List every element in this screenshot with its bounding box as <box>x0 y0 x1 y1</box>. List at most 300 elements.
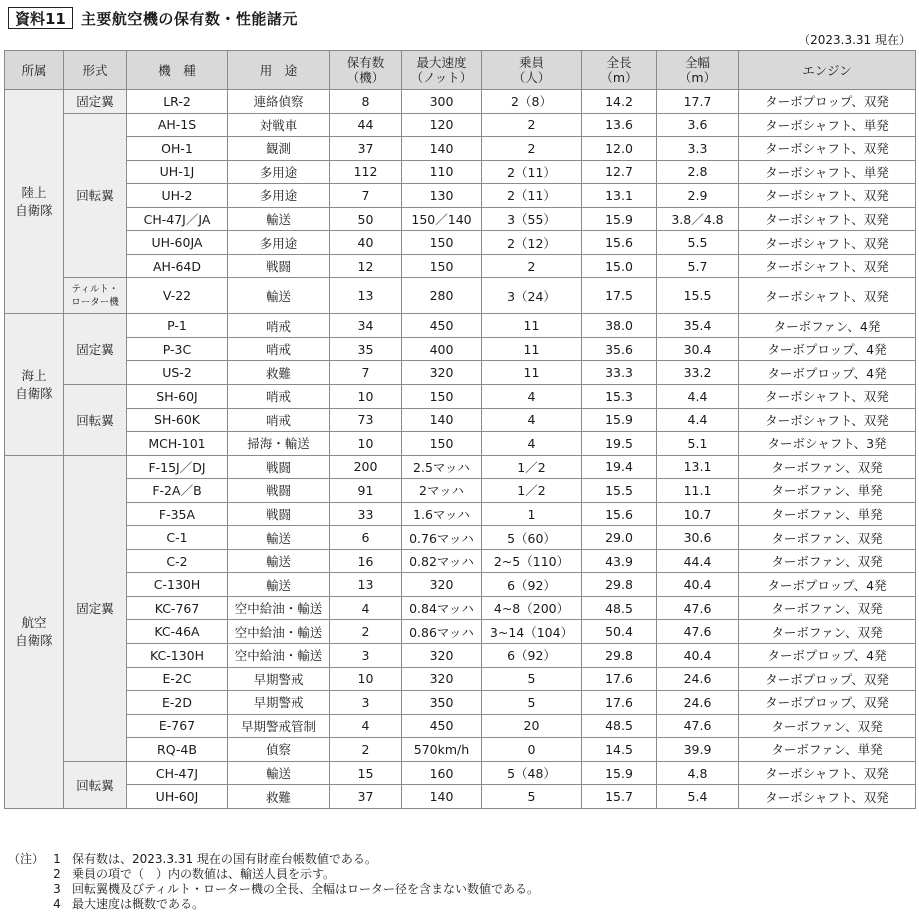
cell-length: 19.5 <box>582 432 657 456</box>
cell-length: 15.3 <box>582 385 657 409</box>
cell-speed: 2.5マッハ <box>402 455 482 479</box>
cell-length: 14.2 <box>582 90 657 114</box>
cell-length: 17.5 <box>582 278 657 314</box>
cell-crew: 11 <box>482 314 582 338</box>
footnote-text: 最大速度は概数である。 <box>72 897 205 911</box>
cell-count: 3 <box>330 644 402 668</box>
cell-force: 航空 自衛隊 <box>5 455 64 808</box>
cell-width: 5.7 <box>657 254 739 278</box>
cell-crew: 1／2 <box>482 455 582 479</box>
cell-engine: ターボファン、双発 <box>739 714 916 738</box>
cell-type: 回転翼 <box>64 385 127 456</box>
cell-length: 15.9 <box>582 408 657 432</box>
cell-count: 73 <box>330 408 402 432</box>
cell-use: 連絡偵察 <box>228 90 330 114</box>
cell-engine: ターボシャフト、双発 <box>739 408 916 432</box>
cell-width: 30.6 <box>657 526 739 550</box>
document-header <box>8 6 298 30</box>
cell-length: 50.4 <box>582 620 657 644</box>
cell-length: 48.5 <box>582 596 657 620</box>
cell-use: 輸送 <box>228 573 330 597</box>
cell-type: 固定翼 <box>64 455 127 761</box>
cell-speed: 130 <box>402 184 482 208</box>
cell-width: 44.4 <box>657 549 739 573</box>
cell-count: 13 <box>330 573 402 597</box>
cell-model: US-2 <box>127 361 228 385</box>
table-row <box>5 738 916 762</box>
table-row <box>5 408 916 432</box>
cell-engine: ターボシャフト、双発 <box>739 385 916 409</box>
cell-length: 29.8 <box>582 644 657 668</box>
cell-model: UH-1J <box>127 160 228 184</box>
cell-crew: 5 <box>482 785 582 809</box>
table-body <box>5 90 916 809</box>
table-row <box>5 361 916 385</box>
table-row <box>5 667 916 691</box>
cell-width: 3.8／4.8 <box>657 207 739 231</box>
cell-count: 37 <box>330 785 402 809</box>
cell-type: 固定翼 <box>64 90 127 114</box>
cell-width: 30.4 <box>657 337 739 361</box>
cell-speed: 320 <box>402 573 482 597</box>
cell-model: AH-64D <box>127 254 228 278</box>
cell-crew: 5 <box>482 691 582 715</box>
cell-model: F-35A <box>127 502 228 526</box>
cell-crew: 0 <box>482 738 582 762</box>
footnote-prefix: （注） <box>8 852 45 866</box>
cell-use: 多用途 <box>228 160 330 184</box>
cell-speed: 150 <box>402 254 482 278</box>
cell-speed: 0.82マッハ <box>402 549 482 573</box>
cell-crew: 3（55） <box>482 207 582 231</box>
col-header-count: 保有数 （機） <box>330 51 402 90</box>
cell-speed: 150 <box>402 231 482 255</box>
cell-width: 40.4 <box>657 644 739 668</box>
cell-speed: 0.86マッハ <box>402 620 482 644</box>
cell-engine: ターボファン、単発 <box>739 479 916 503</box>
cell-speed: 150 <box>402 385 482 409</box>
cell-speed: 160 <box>402 761 482 785</box>
cell-width: 15.5 <box>657 278 739 314</box>
cell-length: 15.0 <box>582 254 657 278</box>
cell-model: F-2A／B <box>127 479 228 503</box>
cell-speed: 320 <box>402 361 482 385</box>
cell-crew: 2（8） <box>482 90 582 114</box>
table-row <box>5 549 916 573</box>
cell-length: 15.6 <box>582 231 657 255</box>
cell-use: 早期警戒 <box>228 691 330 715</box>
cell-speed: 150 <box>402 432 482 456</box>
cell-length: 12.0 <box>582 137 657 161</box>
cell-count: 112 <box>330 160 402 184</box>
cell-crew: 20 <box>482 714 582 738</box>
cell-crew: 11 <box>482 361 582 385</box>
cell-speed: 280 <box>402 278 482 314</box>
cell-model: RQ-4B <box>127 738 228 762</box>
table-row <box>5 254 916 278</box>
cell-crew: 2~5（110） <box>482 549 582 573</box>
col-header-force: 所属 <box>5 51 64 90</box>
cell-width: 24.6 <box>657 691 739 715</box>
cell-use: 早期警戒管制 <box>228 714 330 738</box>
cell-use: 戦闘 <box>228 479 330 503</box>
cell-use: 哨戒 <box>228 337 330 361</box>
cell-use: 哨戒 <box>228 408 330 432</box>
cell-length: 14.5 <box>582 738 657 762</box>
footnote-number: 3 <box>53 882 61 896</box>
cell-count: 6 <box>330 526 402 550</box>
cell-use: 哨戒 <box>228 385 330 409</box>
cell-engine: ターボプロップ、4発 <box>739 337 916 361</box>
cell-engine: ターボシャフト、3発 <box>739 432 916 456</box>
cell-count: 91 <box>330 479 402 503</box>
cell-crew: 6（92） <box>482 573 582 597</box>
cell-engine: ターボファン、単発 <box>739 502 916 526</box>
col-header-speed: 最大速度 （ノット） <box>402 51 482 90</box>
cell-model: OH-1 <box>127 137 228 161</box>
cell-speed: 2マッハ <box>402 479 482 503</box>
cell-count: 40 <box>330 231 402 255</box>
cell-engine: ターボシャフト、双発 <box>739 278 916 314</box>
cell-width: 5.5 <box>657 231 739 255</box>
cell-count: 7 <box>330 361 402 385</box>
cell-model: SH-60J <box>127 385 228 409</box>
cell-length: 19.4 <box>582 455 657 479</box>
cell-engine: ターボプロップ、4発 <box>739 644 916 668</box>
cell-width: 11.1 <box>657 479 739 503</box>
cell-model: CH-47J／JA <box>127 207 228 231</box>
cell-length: 15.9 <box>582 761 657 785</box>
cell-use: 戦闘 <box>228 254 330 278</box>
table-row <box>5 278 916 314</box>
cell-use: 戦闘 <box>228 455 330 479</box>
cell-model: P-1 <box>127 314 228 338</box>
cell-length: 13.6 <box>582 113 657 137</box>
cell-model: C-1 <box>127 526 228 550</box>
cell-length: 17.6 <box>582 691 657 715</box>
footnote-text: 回転翼機及びティルト・ローター機の全長、全幅はローター径を含まない数値である。 <box>72 882 540 896</box>
cell-model: CH-47J <box>127 761 228 785</box>
cell-count: 3 <box>330 691 402 715</box>
cell-crew: 3（24） <box>482 278 582 314</box>
cell-engine: ターボファン、単発 <box>739 738 916 762</box>
cell-type: ティルト・ ローター機 <box>64 278 127 314</box>
cell-use: 多用途 <box>228 231 330 255</box>
cell-width: 10.7 <box>657 502 739 526</box>
cell-engine: ターボファン、双発 <box>739 620 916 644</box>
cell-speed: 320 <box>402 667 482 691</box>
cell-length: 38.0 <box>582 314 657 338</box>
cell-count: 4 <box>330 596 402 620</box>
cell-engine: ターボプロップ、4発 <box>739 361 916 385</box>
cell-engine: ターボシャフト、双発 <box>739 184 916 208</box>
footnote-number: 2 <box>53 867 61 881</box>
cell-crew: 2 <box>482 254 582 278</box>
cell-speed: 0.76マッハ <box>402 526 482 550</box>
cell-crew: 4 <box>482 432 582 456</box>
cell-type: 回転翼 <box>64 113 127 278</box>
cell-model: F-15J／DJ <box>127 455 228 479</box>
cell-engine: ターボシャフト、双発 <box>739 254 916 278</box>
cell-count: 2 <box>330 620 402 644</box>
table-row <box>5 479 916 503</box>
table-row <box>5 184 916 208</box>
table-row <box>5 113 916 137</box>
footnote-text: 保有数は、2023.3.31 現在の国有財産台帳数値である。 <box>72 852 377 866</box>
cell-speed: 450 <box>402 314 482 338</box>
cell-speed: 140 <box>402 137 482 161</box>
cell-width: 24.6 <box>657 667 739 691</box>
cell-type: 固定翼 <box>64 314 127 385</box>
cell-engine: ターボシャフト、単発 <box>739 113 916 137</box>
table-row <box>5 90 916 114</box>
cell-crew: 6（92） <box>482 644 582 668</box>
cell-use: 対戦車 <box>228 113 330 137</box>
cell-engine: ターボプロップ、4発 <box>739 573 916 597</box>
footnote-text: 乗員の項で（ ）内の数値は、輸送人員を示す。 <box>72 867 336 881</box>
table-header-row <box>5 51 916 90</box>
cell-force: 陸上 自衛隊 <box>5 90 64 314</box>
table-row <box>5 526 916 550</box>
cell-count: 15 <box>330 761 402 785</box>
table-row <box>5 455 916 479</box>
cell-use: 輸送 <box>228 526 330 550</box>
cell-engine: ターボファン、双発 <box>739 596 916 620</box>
cell-length: 29.0 <box>582 526 657 550</box>
cell-crew: 5（48） <box>482 761 582 785</box>
cell-count: 10 <box>330 432 402 456</box>
col-header-type: 形式 <box>64 51 127 90</box>
cell-crew: 4~8（200） <box>482 596 582 620</box>
cell-crew: 2（12） <box>482 231 582 255</box>
table-row <box>5 620 916 644</box>
cell-count: 34 <box>330 314 402 338</box>
cell-count: 200 <box>330 455 402 479</box>
cell-use: 空中給油・輸送 <box>228 620 330 644</box>
table-row <box>5 596 916 620</box>
cell-width: 33.2 <box>657 361 739 385</box>
cell-crew: 11 <box>482 337 582 361</box>
table-row <box>5 231 916 255</box>
table-row <box>5 714 916 738</box>
footnotes <box>8 852 539 912</box>
cell-use: 観測 <box>228 137 330 161</box>
footnote-number: 1 <box>53 852 61 866</box>
cell-model: KC-46A <box>127 620 228 644</box>
cell-crew: 5 <box>482 667 582 691</box>
cell-engine: ターボファン、双発 <box>739 526 916 550</box>
cell-model: SH-60K <box>127 408 228 432</box>
footnote-number: 4 <box>53 897 61 911</box>
cell-crew: 4 <box>482 385 582 409</box>
cell-width: 2.9 <box>657 184 739 208</box>
cell-model: UH-60JA <box>127 231 228 255</box>
cell-use: 救難 <box>228 361 330 385</box>
col-header-use: 用 途 <box>228 51 330 90</box>
cell-crew: 2（11） <box>482 184 582 208</box>
cell-speed: 570km/h <box>402 738 482 762</box>
cell-use: 偵察 <box>228 738 330 762</box>
cell-engine: ターボプロップ、双発 <box>739 667 916 691</box>
cell-crew: 2（11） <box>482 160 582 184</box>
col-header-length: 全長 （m） <box>582 51 657 90</box>
document-label: 資料11 <box>8 7 73 29</box>
cell-model: C-2 <box>127 549 228 573</box>
cell-use: 空中給油・輸送 <box>228 644 330 668</box>
cell-length: 15.7 <box>582 785 657 809</box>
cell-count: 50 <box>330 207 402 231</box>
cell-engine: ターボファン、双発 <box>739 455 916 479</box>
cell-count: 4 <box>330 714 402 738</box>
cell-length: 35.6 <box>582 337 657 361</box>
cell-crew: 1 <box>482 502 582 526</box>
as-of-date: （2023.3.31 現在） <box>798 33 911 47</box>
table-row <box>5 207 916 231</box>
cell-count: 10 <box>330 385 402 409</box>
footnote-4 <box>8 897 539 912</box>
cell-crew: 4 <box>482 408 582 432</box>
cell-width: 4.4 <box>657 385 739 409</box>
col-header-engine: エンジン <box>739 51 916 90</box>
cell-width: 47.6 <box>657 596 739 620</box>
table-row <box>5 432 916 456</box>
table-row <box>5 502 916 526</box>
table-row <box>5 691 916 715</box>
cell-engine: ターボファン、4発 <box>739 314 916 338</box>
cell-engine: ターボシャフト、双発 <box>739 761 916 785</box>
cell-model: LR-2 <box>127 90 228 114</box>
cell-use: 戦闘 <box>228 502 330 526</box>
cell-length: 12.7 <box>582 160 657 184</box>
cell-width: 13.1 <box>657 455 739 479</box>
cell-model: MCH-101 <box>127 432 228 456</box>
cell-model: V-22 <box>127 278 228 314</box>
cell-count: 16 <box>330 549 402 573</box>
table-row <box>5 573 916 597</box>
cell-speed: 350 <box>402 691 482 715</box>
cell-crew: 2 <box>482 137 582 161</box>
footnote-2 <box>8 867 539 882</box>
footnote-3 <box>8 882 539 897</box>
cell-count: 44 <box>330 113 402 137</box>
cell-speed: 450 <box>402 714 482 738</box>
cell-use: 輸送 <box>228 278 330 314</box>
table-row <box>5 137 916 161</box>
cell-crew: 3~14（104） <box>482 620 582 644</box>
cell-speed: 140 <box>402 408 482 432</box>
cell-count: 37 <box>330 137 402 161</box>
cell-width: 17.7 <box>657 90 739 114</box>
cell-model: P-3C <box>127 337 228 361</box>
cell-speed: 120 <box>402 113 482 137</box>
cell-width: 3.3 <box>657 137 739 161</box>
aircraft-spec-table <box>4 50 916 809</box>
cell-width: 5.4 <box>657 785 739 809</box>
cell-engine: ターボシャフト、双発 <box>739 137 916 161</box>
cell-force: 海上 自衛隊 <box>5 314 64 455</box>
cell-width: 40.4 <box>657 573 739 597</box>
cell-count: 8 <box>330 90 402 114</box>
cell-count: 33 <box>330 502 402 526</box>
cell-width: 35.4 <box>657 314 739 338</box>
cell-speed: 140 <box>402 785 482 809</box>
cell-engine: ターボプロップ、双発 <box>739 90 916 114</box>
cell-model: KC-767 <box>127 596 228 620</box>
table-row <box>5 314 916 338</box>
cell-engine: ターボシャフト、双発 <box>739 231 916 255</box>
cell-width: 39.9 <box>657 738 739 762</box>
table-row <box>5 785 916 809</box>
cell-use: 掃海・輸送 <box>228 432 330 456</box>
cell-crew: 5（60） <box>482 526 582 550</box>
cell-engine: ターボシャフト、双発 <box>739 785 916 809</box>
cell-use: 輸送 <box>228 207 330 231</box>
cell-crew: 1／2 <box>482 479 582 503</box>
cell-use: 救難 <box>228 785 330 809</box>
cell-engine: ターボシャフト、双発 <box>739 207 916 231</box>
cell-width: 3.6 <box>657 113 739 137</box>
cell-model: UH-2 <box>127 184 228 208</box>
cell-type: 回転翼 <box>64 761 127 808</box>
cell-engine: ターボシャフト、単発 <box>739 160 916 184</box>
cell-speed: 150／140 <box>402 207 482 231</box>
cell-speed: 400 <box>402 337 482 361</box>
cell-length: 15.6 <box>582 502 657 526</box>
cell-speed: 1.6マッハ <box>402 502 482 526</box>
cell-width: 47.6 <box>657 620 739 644</box>
table-row <box>5 761 916 785</box>
cell-width: 2.8 <box>657 160 739 184</box>
cell-count: 2 <box>330 738 402 762</box>
cell-use: 哨戒 <box>228 314 330 338</box>
cell-use: 早期警戒 <box>228 667 330 691</box>
cell-count: 10 <box>330 667 402 691</box>
cell-use: 輸送 <box>228 549 330 573</box>
col-header-model: 機 種 <box>127 51 228 90</box>
footnote-1 <box>8 852 539 867</box>
cell-speed: 320 <box>402 644 482 668</box>
cell-length: 29.8 <box>582 573 657 597</box>
cell-model: E-2C <box>127 667 228 691</box>
cell-speed: 300 <box>402 90 482 114</box>
cell-length: 13.1 <box>582 184 657 208</box>
document-title: 主要航空機の保有数・性能諸元 <box>80 9 298 28</box>
cell-speed: 110 <box>402 160 482 184</box>
cell-length: 48.5 <box>582 714 657 738</box>
table-row <box>5 385 916 409</box>
col-header-crew: 乗員 （人） <box>482 51 582 90</box>
cell-width: 4.8 <box>657 761 739 785</box>
cell-width: 4.4 <box>657 408 739 432</box>
cell-model: E-767 <box>127 714 228 738</box>
cell-count: 7 <box>330 184 402 208</box>
cell-speed: 0.84マッハ <box>402 596 482 620</box>
col-header-width: 全幅 （m） <box>657 51 739 90</box>
cell-width: 47.6 <box>657 714 739 738</box>
table-row <box>5 337 916 361</box>
cell-length: 15.9 <box>582 207 657 231</box>
cell-model: E-2D <box>127 691 228 715</box>
cell-length: 33.3 <box>582 361 657 385</box>
table-row <box>5 160 916 184</box>
cell-length: 15.5 <box>582 479 657 503</box>
cell-count: 35 <box>330 337 402 361</box>
cell-engine: ターボファン、双発 <box>739 549 916 573</box>
cell-length: 17.6 <box>582 667 657 691</box>
cell-model: KC-130H <box>127 644 228 668</box>
cell-count: 12 <box>330 254 402 278</box>
cell-model: UH-60J <box>127 785 228 809</box>
